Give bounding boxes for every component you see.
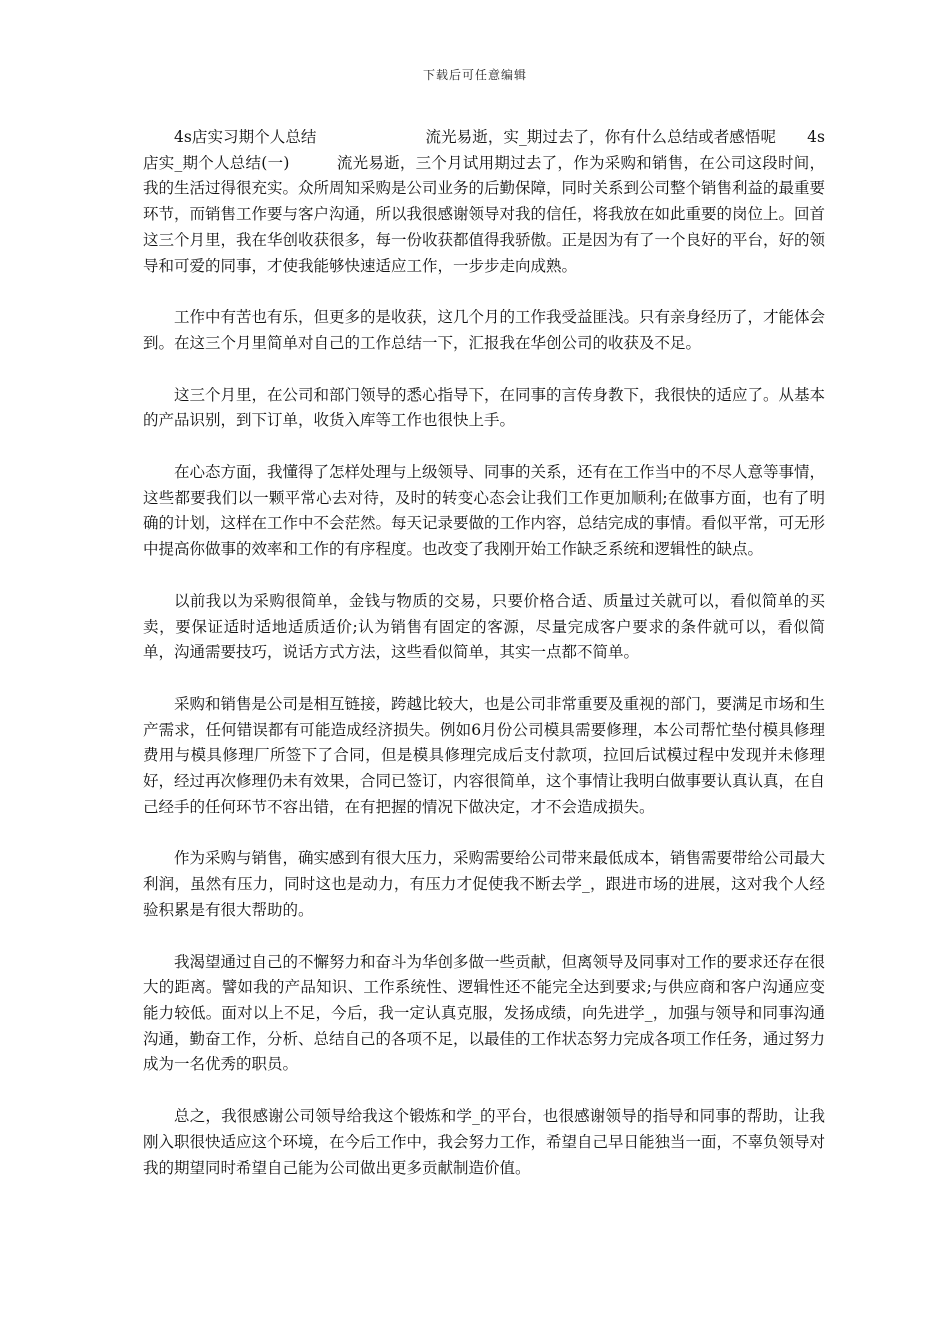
paragraph-conclusion: 总之，我很感谢公司领导给我这个锻炼和学_的平台，也很感谢领导的指导和同事的帮助，让我刚入职很快适应这个环境，在今后工作中，我会努力工作，希望自己早日能独当一面，不辜负领导对我的期望同时希望自己能为公司做出更多贡献制造价值。	[143, 1107, 826, 1177]
document-body	[143, 125, 825, 1181]
paragraph-mindset: 在心态方面，我懂得了怎样处理与上级领导、同事的关系，还有在工作当中的不尽人意等事情，这些都要我们以一颗平常心去对待，及时的转变心态会让我们工作更加顺利;在做事方面，也有了明确的计划，这样在工作中不会茫然。每天记录要做的工作内容，总结完成的事情。看似平常，可无形中提高你做事的效率和工作的有序程度。也改变了我刚开始工作缺乏系统和逻辑性的缺点。	[143, 463, 826, 559]
paragraph-purchasing-sales: 采购和销售是公司是相互链接，跨越比较大，也是公司非常重要及重视的部门，要满足市场和生产需求，任何错误都有可能造成经济损失。例如6月份公司模具需要修理，本公司帮忙垫付模具修理费用与模具修理厂所签下了合同，但是模具修理完成后支付款项，拉回后试模过程中发现并未修理好，经过再次修理仍未有效果，合同已签订，内容很简单，这个事情让我明白做事要认真认真，在自己经手的任何环节不容出错，在有把握的情况下做决定，才不会造成损失。	[143, 694, 826, 816]
paragraph-work-gains: 工作中有苦也有乐，但更多的是收获，这几个月的工作我受益匪浅。只有亲身经历了，才能体会到。在这三个月里简单对自己的工作总结一下，汇报我在华创公司的收获及不足。	[143, 308, 826, 352]
paragraph-three-months: 这三个月里，在公司和部门领导的悉心指导下，在同事的言传身教下，我很快的适应了。从基本的产品识别，到下订单，收货入库等工作也很快上手。	[143, 385, 826, 430]
paragraph-intro: 4s店实习期个人总结 流光易逝，实_期过去了，你有什么总结或者感悟呢 4s店实_期个人总结(一) 流光易逝，三个月试用期过去了，作为采购和销售，在公司这段时间，我的生活过得很充实。众所周知采购是公司业务的后勤保障，同时关系到公司整个销售利益的最重要环节，而销售工作要与客户沟通，所以我很感谢领导对我的信任，将我放在如此重要的岗位上。回首这三个月里，我在华创收获很多，每一份收获都值得我骄傲。正是因为有了一个良好的平台，好的领导和可爱的同事，才使我能够快速适应工作，一步步走向成熟。	[143, 128, 826, 275]
paragraph-pressure: 作为采购与销售，确实感到有很大压力，采购需要给公司带来最低成本，销售需要带给公司最大利润，虽然有压力，同时这也是动力，有压力才促使我不断去学_，跟进市场的进展，这对我个人经验积累是有很大帮助的。	[143, 849, 826, 919]
download-header-note: 下载后可任意编辑	[422, 68, 527, 82]
paragraph-purchasing-view: 以前我以为采购很简单，金钱与物质的交易，只要价格合适、质量过关就可以，看似简单的买卖，要保证适时适地适质适价;认为销售有固定的客源，尽量完成客户要求的条件就可以，看似简单，沟通需要技巧，说话方式方法，这些看似简单，其实一点都不简单。	[143, 591, 825, 662]
paragraph-shortcomings: 我渴望通过自己的不懈努力和奋斗为华创多做一些贡献，但离领导及同事对工作的要求还存在很大的距离。譬如我的产品知识、工作系统性、逻辑性还不能完全达到要求;与供应商和客户沟通应变能力较低。面对以上不足，今后，我一定认真克服，发扬成绩，向先进学_，加强与领导和同事沟通沟通，勤奋工作，分析、总结自己的各项不足，以最佳的工作状态努力完成各项工作任务，通过努力成为一名优秀的职员。	[143, 952, 826, 1074]
